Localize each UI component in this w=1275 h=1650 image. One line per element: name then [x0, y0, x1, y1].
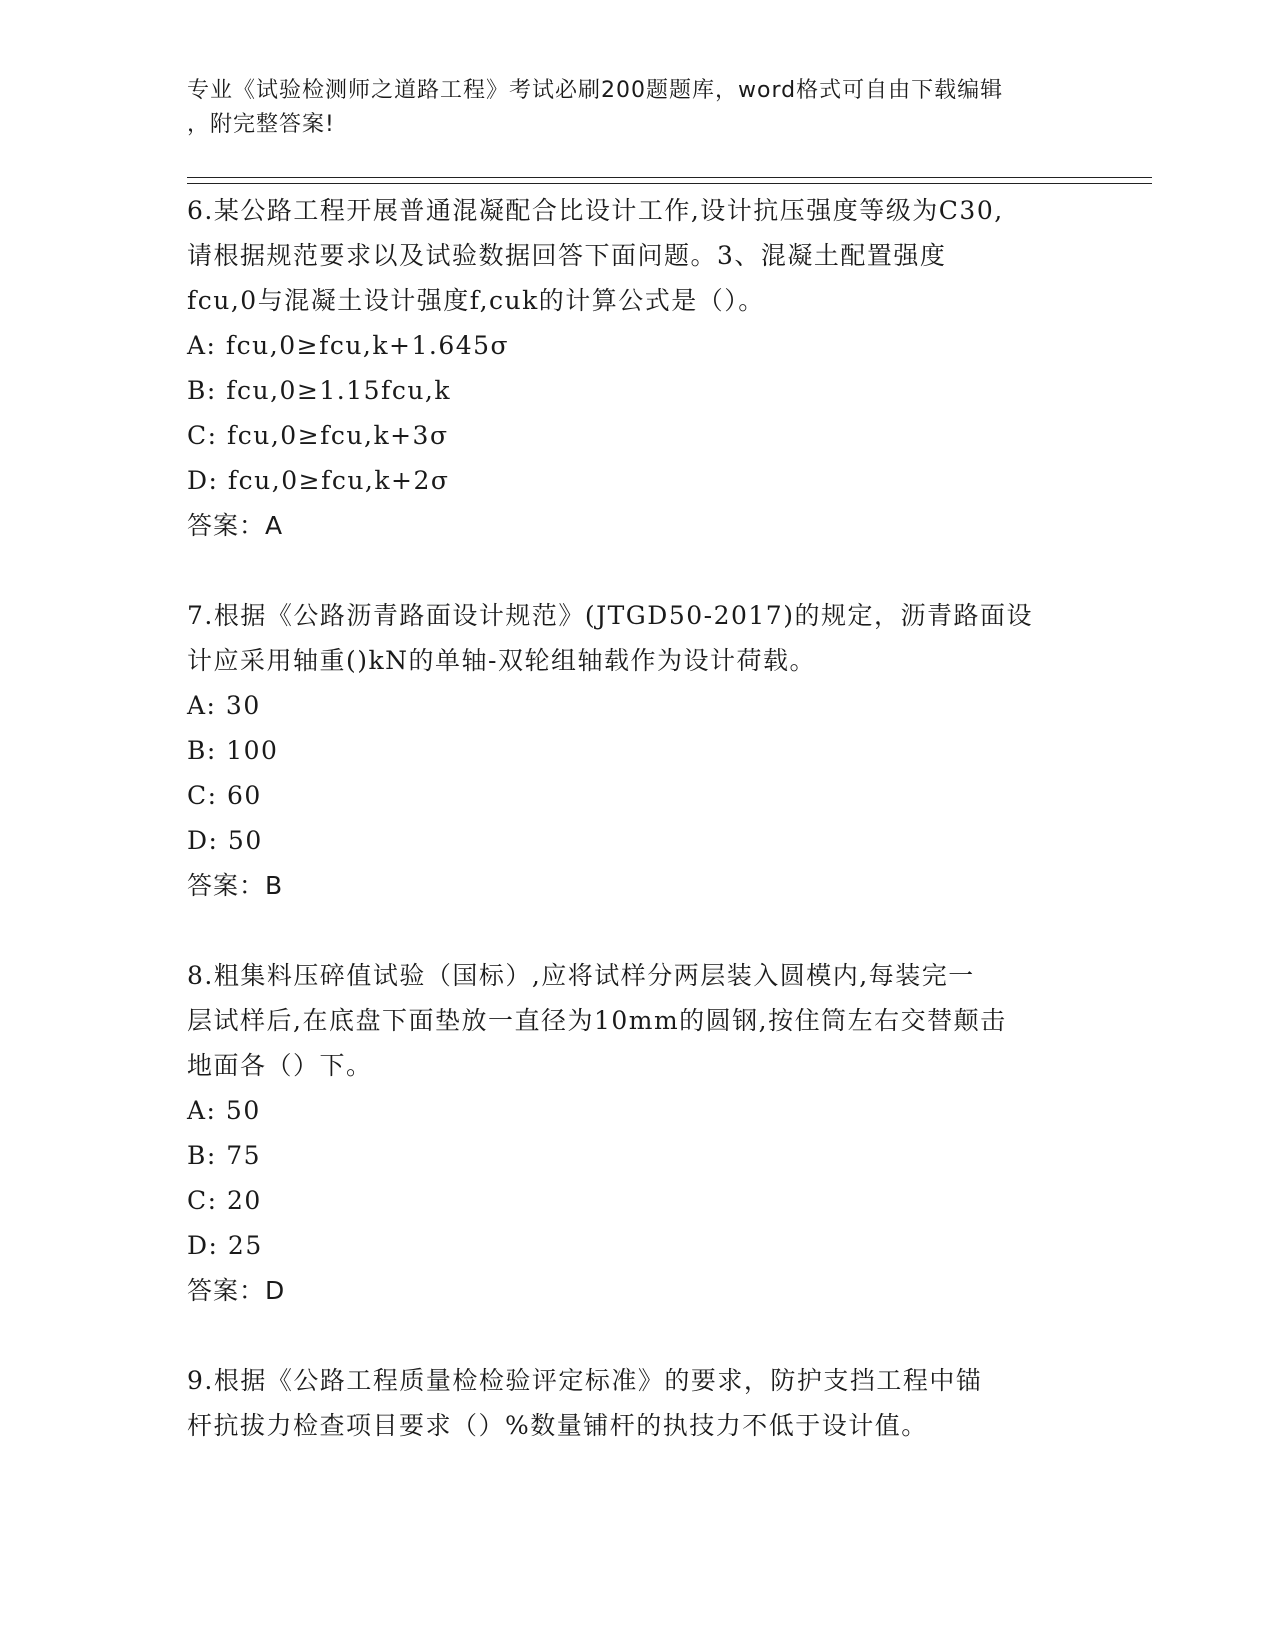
header-line-1: 专业《试验检测师之道路工程》考试必刷200题题库，word格式可自由下载编辑 [187, 78, 1004, 103]
question-stem [187, 953, 1087, 1088]
stem-line: 请根据规范要求以及试验数据回答下面问题。3、混凝土配置强度 [187, 241, 947, 270]
header-divider-top [187, 177, 1152, 178]
option-d: D: fcu,0≥fcu,k+2σ [187, 466, 450, 495]
stem-line: 层试样后,在底盘下面垫放一直径为10mm的圆钢,按住筒左右交替颠击 [187, 1006, 1007, 1035]
answer-label: 答案：A [187, 511, 284, 540]
stem-line: 地面各（）下。 [187, 1051, 373, 1080]
answer-label: 答案：B [187, 871, 284, 900]
question-9 [187, 1358, 1087, 1448]
question-8 [187, 953, 1087, 1313]
stem-line: 计应采用轴重()kN的单轴-双轮组轴载作为设计荷载。 [187, 646, 816, 675]
option-b: B: 75 [187, 1141, 262, 1170]
option-b: B: 100 [187, 736, 279, 765]
question-list [187, 188, 1087, 1493]
stem-line: 9.根据《公路工程质量检检验评定标准》的要求，防护支挡工程中锚 [187, 1366, 983, 1395]
stem-line: 8.粗集料压碎值试验（国标）,应将试样分两层装入圆模内,每装完一 [187, 961, 975, 990]
question-stem [187, 188, 1087, 323]
option-c: C: fcu,0≥fcu,k+3σ [187, 421, 449, 450]
stem-line: 6.某公路工程开展普通混凝配合比设计工作,设计抗压强度等级为C30, [187, 196, 1004, 225]
question-stem [187, 1358, 1087, 1448]
stem-line: 杆抗拔力检查项目要求（）%数量铺杆的执技力不低于设计值。 [187, 1411, 928, 1440]
document-header [187, 74, 1067, 142]
question-6 [187, 188, 1087, 548]
option-d: D: 25 [187, 1231, 263, 1260]
stem-line: fcu,0与混凝土设计强度f,cuk的计算公式是（）。 [187, 286, 765, 315]
option-c: C: 20 [187, 1186, 262, 1215]
header-divider-bottom [187, 183, 1152, 184]
option-a: A: 30 [187, 691, 261, 720]
option-a: A: fcu,0≥fcu,k+1.645σ [187, 331, 510, 360]
option-b: B: fcu,0≥1.15fcu,k [187, 376, 452, 405]
question-7 [187, 593, 1087, 908]
option-a: A: 50 [187, 1096, 261, 1125]
stem-line: 7.根据《公路沥青路面设计规范》(JTGD50-2017)的规定，沥青路面设 [187, 601, 1033, 630]
answer-label: 答案：D [187, 1276, 286, 1305]
option-d: D: 50 [187, 826, 263, 855]
header-line-2: ，附完整答案! [187, 112, 335, 137]
question-stem [187, 593, 1087, 683]
option-c: C: 60 [187, 781, 262, 810]
